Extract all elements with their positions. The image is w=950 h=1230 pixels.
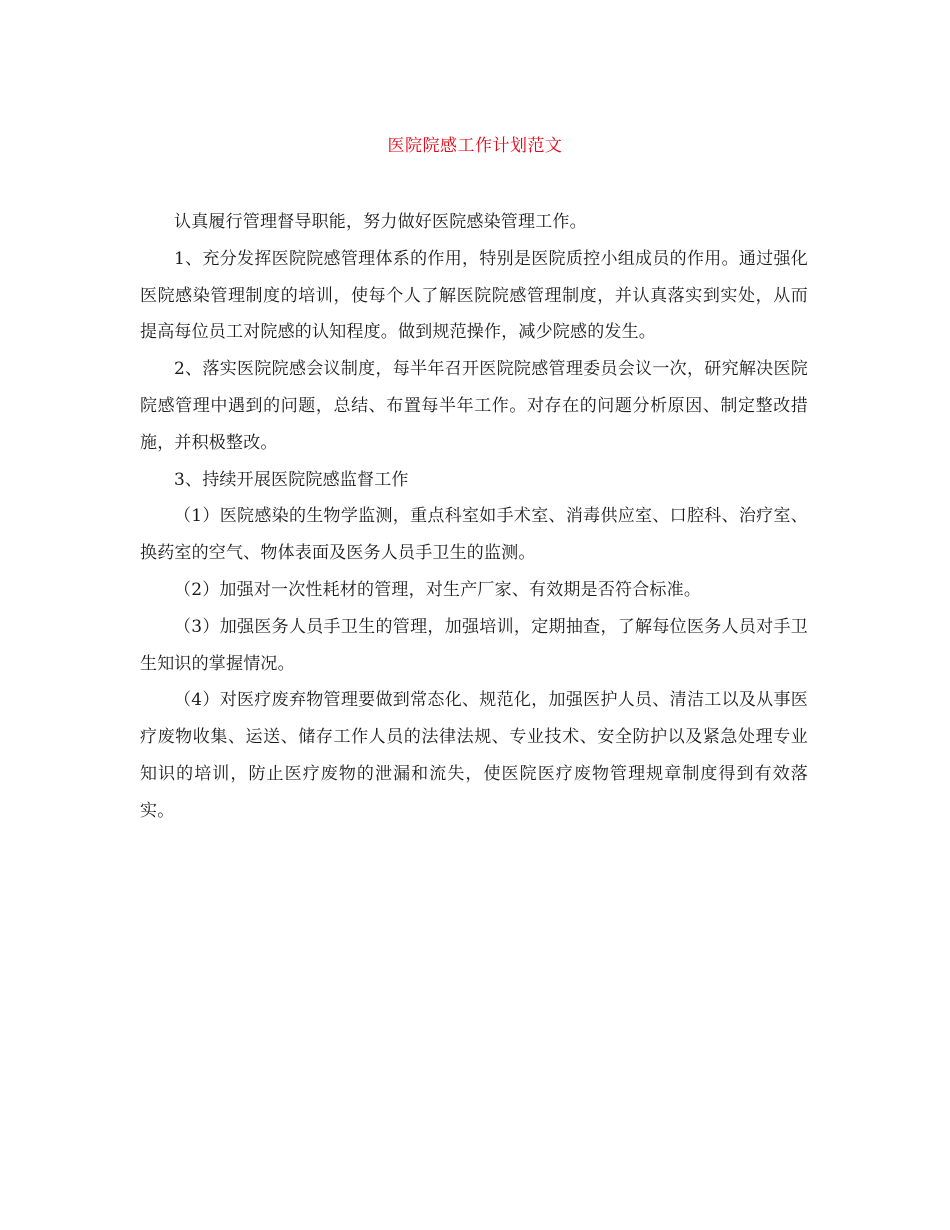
document-title: 医院院感工作计划范文 (387, 136, 563, 156)
paragraph-subitem-3: （3）加强医务人员手卫生的管理，加强培训，定期抽查，了解每位医务人员对手卫生知识的掌握情况。 (140, 616, 808, 674)
paragraph-subitem-1: （1）医院感染的生物学监测，重点科室如手术室、消毒供应室、口腔科、治疗室、换药室的空气、物体表面及医务人员手卫生的监测。 (140, 506, 808, 564)
paragraph-subitem-4: （4）对医疗废弃物管理要做到常态化、规范化，加强医护人员、清洁工以及从事医疗废物收集、运送、储存工作人员的法律法规、专业技术、安全防护以及紧急处理专业知识的培训，防止医疗废物的泄漏和流失，使医院医疗废物管理规章制度得到有效落实。 (140, 690, 808, 821)
paragraph-item-2: 2、落实医院院感会议制度，每半年召开医院院感管理委员会议一次，研究解决医院院感管理中遇到的问题，总结、布置每半年工作。对存在的问题分析原因、制定整改措施，并积极整改。 (140, 359, 808, 453)
paragraph-item-1: 1、充分发挥医院院感管理体系的作用，特别是医院质控小组成员的作用。通过强化医院感染管理制度的培训，使每个人了解医院院感管理制度，并认真落实到实处，从而提高每位员工对院感的认知程度。做到规范操作，减少院感的发生。 (140, 248, 808, 343)
paragraph-intro: 认真履行管理督导职能，努力做好医院感染管理工作。 (174, 212, 587, 232)
paragraph-item-3: 3、持续开展医院院感监督工作 (174, 469, 409, 490)
paragraph-subitem-2: （2）加强对一次性耗材的管理，对生产厂家、有效期是否符合标准。 (174, 579, 702, 600)
document-body (140, 204, 808, 830)
